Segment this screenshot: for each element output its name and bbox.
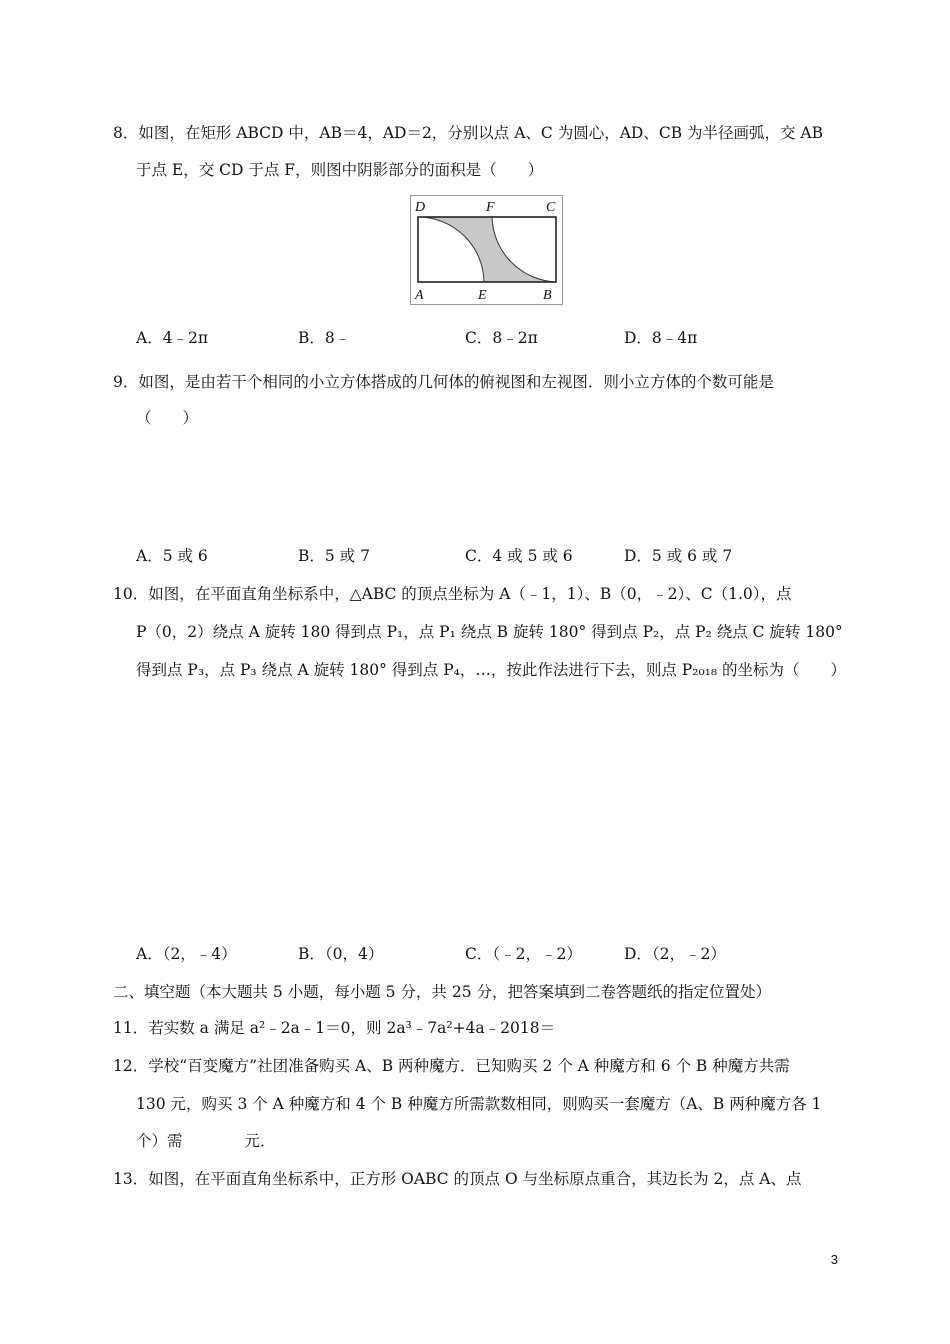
label-d: D <box>415 200 426 215</box>
q10-option-c: C．（﹣2，﹣2） <box>465 945 582 963</box>
label-b: B <box>543 288 552 303</box>
q9-text-line2: （ ） <box>136 409 199 427</box>
q10-text-line3: 得到点 P₃，点 P₃ 绕点 A 旋转 180° 得到点 P₄，…，按此作法进行下去，则点 P₂₀₁₈ 的坐标为（ ） <box>136 661 847 679</box>
q8-text-line2: 于点 E，交 CD 于点 F，则图中阴影部分的面积是（ ） <box>136 161 544 179</box>
q8-option-a: A．4﹣2π <box>136 329 209 347</box>
q10-text-line1: 10．如图，在平面直角坐标系中，△ABC 的顶点坐标为 A（﹣1，1）、B（0，﹣2）、C（1.0），点 <box>113 585 792 603</box>
q8-option-d: D．8﹣4π <box>624 329 698 347</box>
q9-option-a: A．5 或 6 <box>136 547 208 565</box>
q10-option-a: A．（2，﹣4） <box>136 945 237 963</box>
label-e: E <box>478 288 487 303</box>
q12-text-line1: 12．学校“百变魔方”社团准备购买 A、B 两种魔方．已知购买 2 个 A 种魔方和 6 个 B 种魔方共需 <box>113 1057 790 1075</box>
q10-text-line2: P（0，2）绕点 A 旋转 180 得到点 P₁，点 P₁ 绕点 B 旋转 180° 得到点 P₂，点 P₂ 绕点 C 旋转 180° <box>136 623 843 641</box>
label-f: F <box>486 200 495 215</box>
q8-option-b: B．8﹣ <box>298 329 351 347</box>
q10-option-d: D．（2，﹣2） <box>624 945 726 963</box>
q9-text-line1: 9．如图，是由若干个相同的小立方体搭成的几何体的俯视图和左视图．则小立方体的个数可能是 <box>113 373 774 391</box>
q13-text-line1: 13．如图，在平面直角坐标系中，正方形 OABC 的顶点 O 与坐标原点重合，其边长为 2，点 A、点 <box>113 1170 802 1188</box>
page-number: 3 <box>830 1252 838 1267</box>
q8-option-c: C．8﹣2π <box>465 329 538 347</box>
q12-text-line2: 130 元，购买 3 个 A 种魔方和 4 个 B 种魔方所需款数相同，则购买一套魔方（A、B 两种魔方各 1 <box>136 1095 822 1113</box>
q10-option-b: B．（0，4） <box>298 945 384 963</box>
q8-figure <box>410 195 563 305</box>
label-c: C <box>546 200 556 215</box>
section-2-heading: 二、填空题（本大题共 5 小题，每小题 5 分，共 25 分，把答案填到二卷答题纸的指定位置处） <box>113 983 772 1001</box>
q8-text-line1: 8．如图，在矩形 ABCD 中，AB＝4，AD＝2，分别以点 A、C 为圆心，AD、CB 为半径画弧，交 AB <box>113 124 824 142</box>
q9-option-d: D．5 或 6 或 7 <box>624 547 733 565</box>
q11-text: 11．若实数 a 满足 a²﹣2a﹣1＝0，则 2a³﹣7a²+4a﹣2018＝ <box>113 1019 556 1037</box>
label-a: A <box>415 288 424 303</box>
q9-option-c: C．4 或 5 或 6 <box>465 547 573 565</box>
q9-option-b: B．5 或 7 <box>298 547 370 565</box>
q12-text-line3: 个）需 元． <box>136 1132 276 1150</box>
